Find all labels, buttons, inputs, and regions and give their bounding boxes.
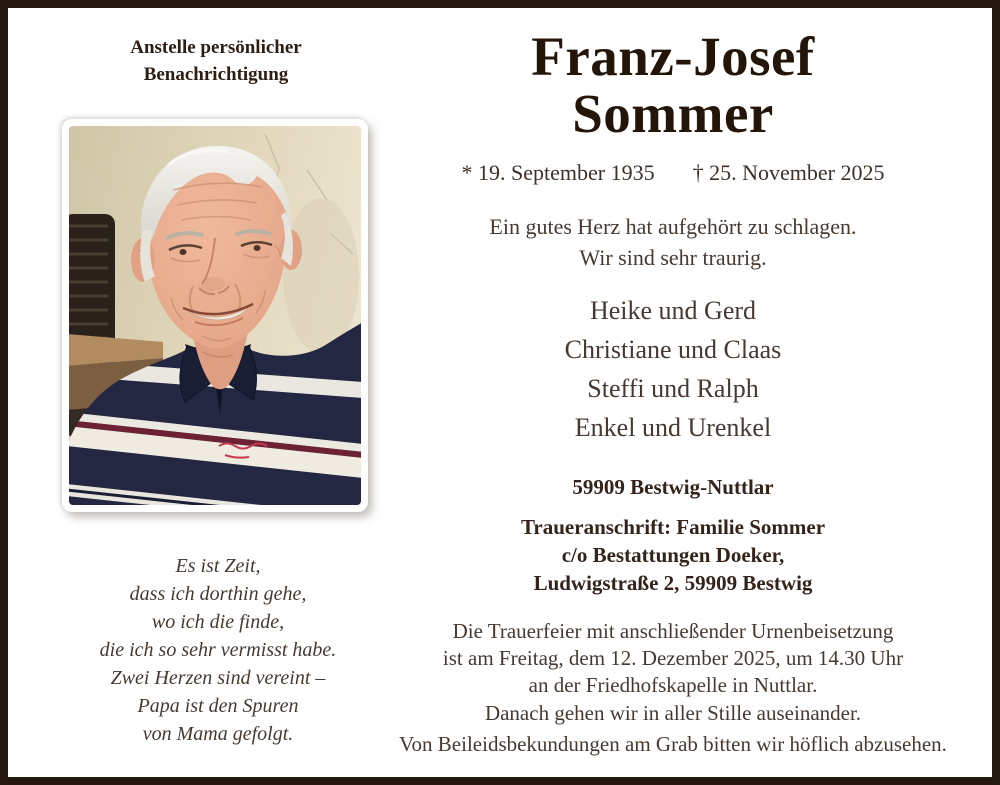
condolence-address xyxy=(367,513,979,597)
condolence-address-line: Traueranschrift: Familie Sommer xyxy=(520,515,826,539)
poem-line: wo ich die finde, xyxy=(151,611,285,633)
closing-note-1: Danach gehen wir in aller Stille auseinander. xyxy=(484,701,862,725)
deceased-name-line1: Franz-Josef xyxy=(531,26,815,87)
mourners-line: Enkel und Urenkel xyxy=(574,413,772,442)
mourners-line: Steffi und Ralph xyxy=(587,374,759,403)
location-line: 59909 Bestwig-Nuttlar xyxy=(572,475,774,499)
farewell-message-line1: Ein gutes Herz hat aufgehört zu schlagen. xyxy=(489,214,857,239)
pre-header-line1: Anstelle persönlicher xyxy=(130,37,302,58)
pre-header xyxy=(58,34,374,88)
death-date: † 25. November 2025 xyxy=(692,160,885,185)
memorial-poem xyxy=(40,552,396,748)
funeral-information xyxy=(367,618,979,699)
condolence-address-line: c/o Bestattungen Doeker, xyxy=(561,543,785,567)
mourners-list xyxy=(367,291,979,447)
wall-shadow xyxy=(283,198,359,354)
farewell-message xyxy=(367,211,979,273)
poem-line: die ich so sehr vermisst habe. xyxy=(99,639,337,661)
funeral-information-line: an der Friedhofskapelle in Nuttlar. xyxy=(528,673,818,697)
birth-date: * 19. September 1935 xyxy=(461,160,655,185)
poem-line: von Mama gefolgt. xyxy=(142,723,294,745)
poem-line: Es ist Zeit, xyxy=(175,555,261,577)
funeral-information-line: Die Trauerfeier mit anschließender Urnenbeisetzung xyxy=(452,619,894,643)
poem-line: dass ich dorthin gehe, xyxy=(129,583,307,605)
pre-header-line2: Benachrichtigung xyxy=(143,64,289,85)
farewell-message-line2: Wir sind sehr traurig. xyxy=(579,245,767,270)
funeral-information-line: ist am Freitag, dem 12. Dezember 2025, um 14.30 Uhr xyxy=(442,646,904,670)
closing-note-2: Von Beileidsbekundungen am Grab bitten wir höflich abzusehen. xyxy=(399,732,947,756)
portrait-photo xyxy=(62,119,368,512)
mourners-line: Christiane und Claas xyxy=(564,335,782,364)
poem-line: Zwei Herzen sind vereint – xyxy=(110,667,326,689)
life-dates xyxy=(367,160,979,186)
portrait-photo-illustration xyxy=(69,126,361,505)
deceased-name-line2: Sommer xyxy=(572,83,774,144)
deceased-name xyxy=(367,28,979,142)
poem-line: Papa ist den Spuren xyxy=(137,695,299,717)
condolence-address-line: Ludwigstraße 2, 59909 Bestwig xyxy=(533,571,813,595)
announcement-column xyxy=(367,8,979,777)
mourners-line: Heike und Gerd xyxy=(589,296,757,325)
